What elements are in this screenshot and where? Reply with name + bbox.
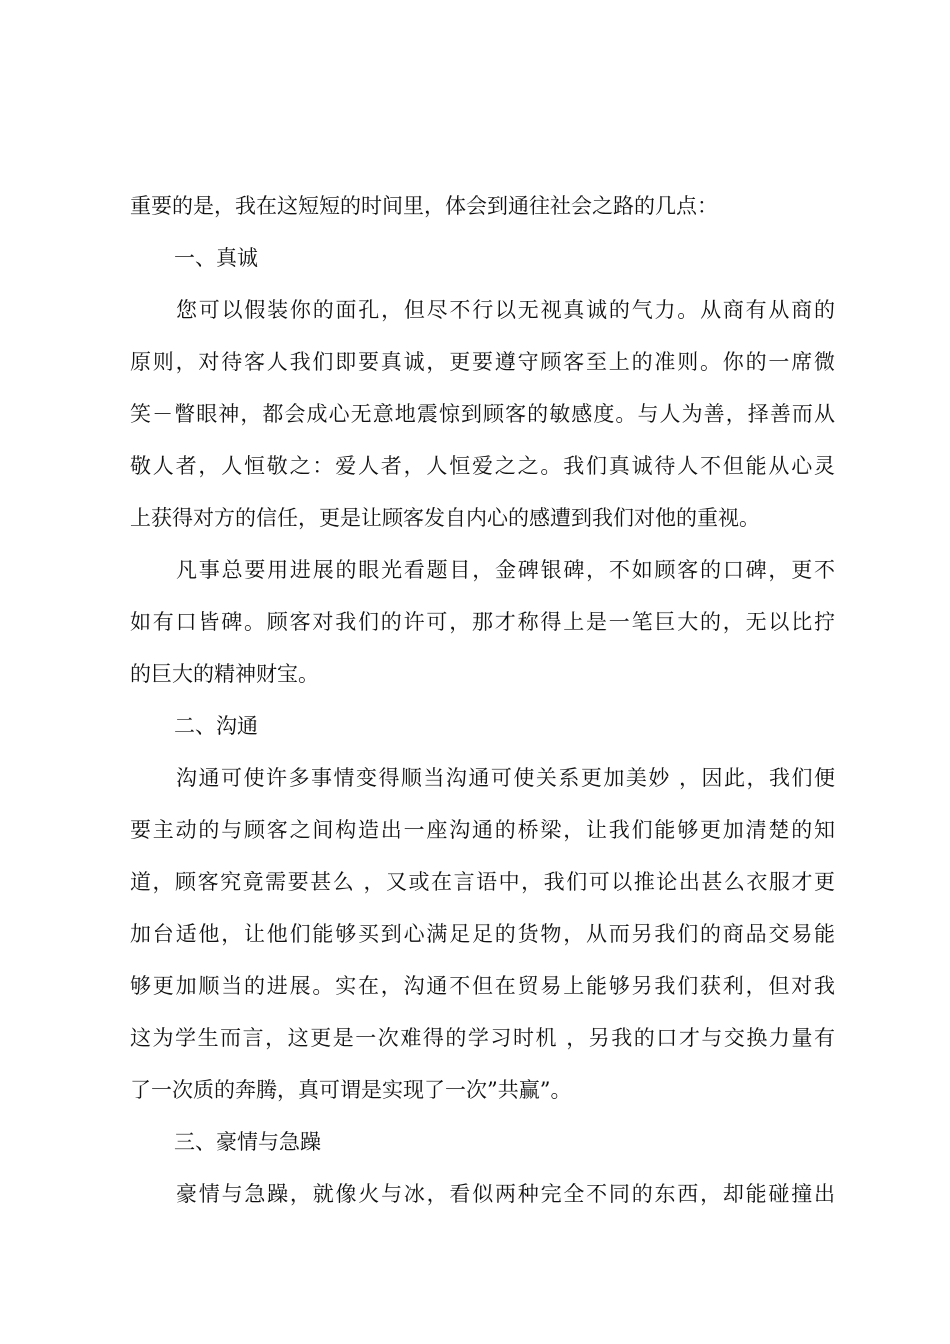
paragraph-line: 要主动的与顾客之间构造出一座沟通的桥梁，让我们能够更加清楚的知 — [130, 818, 835, 842]
paragraph-line: 加台适他，让他们能够买到心满足足的货物，从而另我们的商品交易能 — [130, 922, 835, 946]
paragraph-line: 您可以假装你的面孔，但尽不行以无视真诚的气力。从商有从商的 — [176, 298, 835, 322]
section-heading-communication: 二、沟通 — [174, 714, 258, 738]
paragraph-line: 了一次质的奔腾，真可谓是实现了一次”共赢”。 — [130, 1078, 572, 1102]
paragraph-line: 的巨大的精神财宝。 — [130, 662, 319, 686]
paragraph-line: 凡事总要用进展的眼光看题目，金碑银碑，不如顾客的口碑，更不 — [176, 558, 835, 582]
paragraph-line: 道，顾客究竟需要甚么 ，又或在言语中，我们可以推论出甚么衣服才更 — [130, 870, 835, 894]
section-heading-passion-impatience: 三、豪情与急躁 — [174, 1130, 321, 1154]
paragraph-line: 这为学生而言，这更是一次难得的学习时机 ，另我的口才与交换力量有 — [130, 1026, 835, 1050]
paragraph-line: 够更加顺当的进展。实在，沟通不但在贸易上能够另我们获利，但对我 — [130, 974, 835, 998]
paragraph-line: 豪情与急躁，就像火与冰，看似两种完全不同的东西，却能碰撞出 — [176, 1182, 835, 1206]
paragraph-line: 重要的是，我在这短短的时间里，体会到通往社会之路的几点： — [130, 194, 718, 218]
section-heading-sincerity: 一、真诚 — [174, 246, 258, 270]
paragraph-line: 敬人者，人恒敬之：爱人者，人恒爱之之。我们真诚待人不但能从心灵 — [130, 454, 835, 478]
paragraph-line: 沟通可使许多事情变得顺当沟通可使关系更加美妙 ，因此，我们便 — [176, 766, 835, 790]
paragraph-line: 笑－瞥眼神，都会成心无意地震惊到顾客的敏感度。与人为善，择善而从 — [130, 402, 835, 426]
paragraph-line: 如有口皆碑。顾客对我们的许可，那才称得上是一笔巨大的，无以比拧 — [130, 610, 835, 634]
document-body — [130, 180, 835, 1220]
paragraph-line: 原则，对待客人我们即要真诚，更要遵守顾客至上的准则。你的一席微 — [130, 350, 835, 374]
paragraph-line: 上获得对方的信任，更是让顾客发自内心的感遭到我们对他的重视。 — [130, 506, 760, 530]
